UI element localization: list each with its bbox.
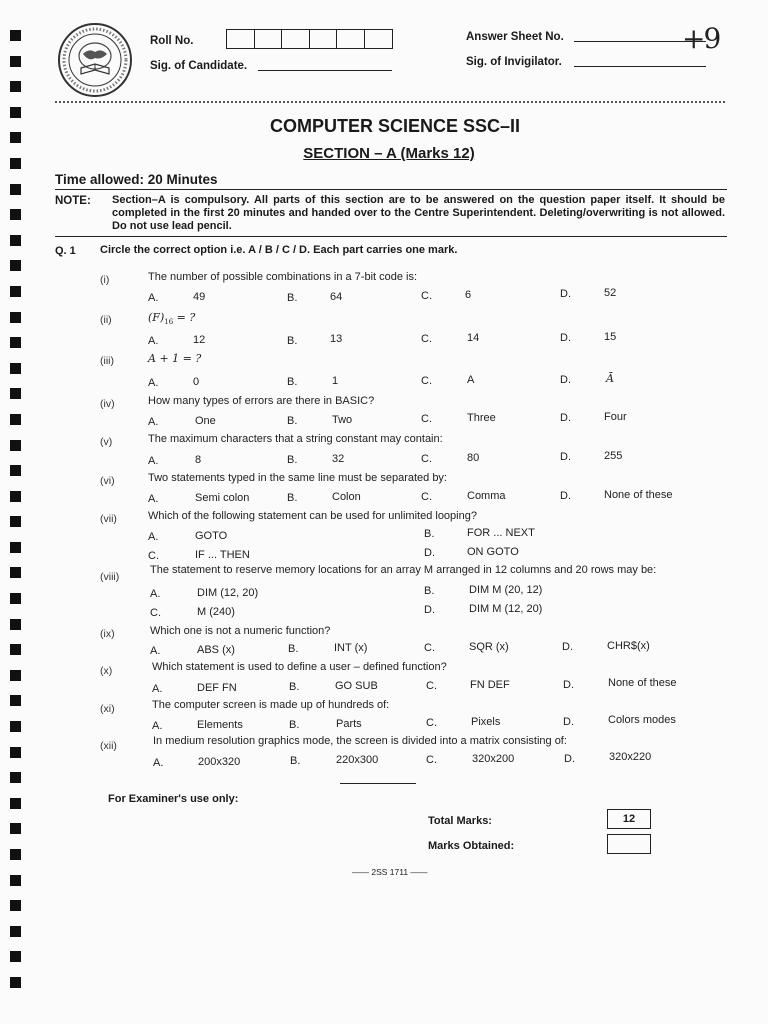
option-c-text[interactable]: IF ... THEN — [195, 549, 250, 561]
option-a-letter: A. — [148, 416, 159, 428]
marks-obtained-box[interactable] — [607, 834, 651, 854]
option-d-letter: D. — [560, 332, 571, 344]
option-d-text[interactable]: DIM M (12, 20) — [469, 603, 543, 615]
question-text: The computer screen is made up of hundreds of: — [152, 699, 390, 711]
question-text: The maximum characters that a string constant may contain: — [148, 433, 443, 445]
option-b-text[interactable]: 13 — [330, 333, 343, 345]
q1-number: Q. 1 — [55, 245, 76, 257]
q1-instruction: Circle the correct option i.e. A / B / C / D. Each part carries one mark. — [100, 244, 458, 256]
option-a-letter: A. — [148, 377, 159, 389]
option-c-text[interactable]: FN DEF — [470, 679, 510, 691]
option-c-letter: C. — [421, 290, 432, 302]
dotted-divider — [55, 101, 725, 103]
option-a-text[interactable]: DIM (12, 20) — [197, 587, 259, 599]
option-c-letter: C. — [426, 717, 437, 729]
option-c-text[interactable]: SQR (x) — [469, 641, 509, 653]
option-a-text[interactable]: 200x320 — [198, 756, 241, 768]
question-text: In medium resolution graphics mode, the screen is divided into a matrix consisting of: — [153, 735, 567, 747]
option-b-letter: B. — [287, 335, 298, 347]
option-d-letter: D. — [560, 412, 571, 424]
option-c-letter: C. — [421, 375, 432, 387]
option-d-text[interactable]: CHR$(x) — [607, 640, 650, 652]
question-number: (vi) — [100, 475, 115, 487]
option-c-text[interactable]: A — [467, 374, 475, 386]
option-a-letter: A. — [152, 683, 163, 695]
sig-invigilator-line[interactable] — [574, 53, 706, 67]
option-a-text[interactable]: 8 — [195, 454, 202, 466]
question-text: The statement to reserve memory locations for an array M arranged in 12 columns and 20 rows may be: — [150, 564, 657, 576]
option-a-letter: A. — [152, 720, 163, 732]
note-text: Section–A is compulsory. All parts of this section are to be answered on the question paper itself. It should be completed in the first 20 minutes and handed over to the Centre Superintendent. Deleting/overwriting is not allowed. Do not use lead pencil. — [112, 194, 725, 232]
option-c-text[interactable]: 320x200 — [472, 753, 515, 765]
option-d-text[interactable]: ON GOTO — [467, 546, 519, 558]
question-text-math: $(F)_{16}$ = ? — [148, 311, 196, 327]
option-c-letter: C. — [148, 550, 159, 562]
total-marks-box: 12 — [607, 809, 651, 829]
option-d-letter: D. — [562, 641, 573, 653]
question-number: (iii) — [100, 355, 114, 367]
option-d-letter: D. — [560, 490, 571, 502]
board-seal-icon — [55, 20, 135, 100]
option-b-letter: B. — [287, 492, 298, 504]
question-text: Which one is not a numeric function? — [150, 625, 331, 637]
option-b-text[interactable]: GO SUB — [335, 680, 378, 692]
total-marks-label: Total Marks: — [428, 815, 492, 827]
option-c-letter: C. — [421, 453, 432, 465]
option-a-letter: A. — [150, 588, 161, 600]
examiner-label: For Examiner's use only: — [108, 793, 239, 805]
option-c-text[interactable]: 14 — [467, 332, 480, 344]
question-number: (x) — [100, 665, 113, 677]
option-c-letter: C. — [426, 680, 437, 692]
option-d-letter: D. — [424, 604, 435, 616]
option-a-text[interactable]: GOTO — [195, 530, 228, 542]
option-d-letter: D. — [563, 679, 574, 691]
option-b-letter: B. — [424, 585, 435, 597]
option-a-text[interactable]: ABS (x) — [197, 644, 235, 656]
footer-code: —— 2SS 1711 —— — [352, 867, 428, 877]
sig-invigilator-label: Sig. of Invigilator. — [466, 56, 562, 68]
option-d-text[interactable]: 52 — [604, 287, 617, 299]
option-a-text[interactable]: 12 — [193, 334, 206, 346]
option-d-text[interactable]: 320x220 — [609, 751, 652, 763]
end-of-questions-line — [340, 783, 416, 784]
section-title: SECTION – A (Marks 12) — [303, 145, 475, 162]
option-c-text[interactable]: 6 — [465, 289, 472, 301]
option-c-letter: C. — [150, 607, 161, 619]
option-a-letter: A. — [148, 531, 159, 543]
option-b-text[interactable]: 64 — [330, 291, 343, 303]
sig-candidate-line[interactable] — [258, 57, 392, 71]
option-b-letter: B. — [287, 415, 298, 427]
question-text: Which statement is used to define a user – defined function? — [152, 661, 447, 673]
option-c-text[interactable]: Pixels — [471, 716, 501, 728]
option-d-text[interactable]: None of these — [604, 489, 673, 501]
option-b-letter: B. — [289, 681, 300, 693]
option-a-letter: A. — [148, 493, 159, 505]
option-a-text[interactable]: Elements — [197, 719, 243, 731]
option-b-letter: B. — [289, 719, 300, 731]
paper-title: COMPUTER SCIENCE SSC–II — [269, 116, 521, 136]
question-text: Two statements typed in the same line must be separated by: — [148, 472, 447, 484]
question-text: How many types of errors are there in BASIC? — [148, 395, 375, 407]
option-b-text[interactable]: 220x300 — [336, 754, 379, 766]
option-c-letter: C. — [426, 754, 437, 766]
option-d-text[interactable]: None of these — [608, 677, 677, 689]
option-d-text[interactable]: Four — [604, 411, 627, 423]
option-b-letter: B. — [287, 292, 298, 304]
option-b-letter: B. — [287, 376, 298, 388]
option-d-text[interactable]: Ā — [606, 372, 614, 385]
question-number: (iv) — [100, 398, 115, 410]
question-number: (xi) — [100, 703, 115, 715]
option-a-letter: A. — [153, 757, 164, 769]
registration-marks — [10, 30, 22, 1003]
option-a-text[interactable]: DEF FN — [197, 682, 237, 694]
option-d-text[interactable]: 255 — [604, 450, 623, 462]
question-number: (v) — [100, 436, 113, 448]
question-number: (ii) — [100, 314, 112, 326]
option-c-letter: C. — [424, 642, 435, 654]
option-b-text[interactable]: Two — [332, 414, 353, 426]
option-c-text[interactable]: 80 — [467, 452, 480, 464]
option-c-text[interactable]: M (240) — [197, 606, 235, 618]
option-c-letter: C. — [421, 413, 432, 425]
option-a-letter: A. — [150, 645, 161, 657]
question-number: (xii) — [100, 740, 117, 752]
option-d-text[interactable]: 15 — [604, 331, 617, 343]
question-text: The number of possible combinations in a 7-bit code is: — [148, 271, 418, 283]
option-d-letter: D. — [560, 288, 571, 300]
roll-no-boxes[interactable] — [226, 29, 393, 49]
sig-candidate-label: Sig. of Candidate. — [150, 60, 248, 72]
question-text-math: A + 1 = ? — [148, 352, 202, 365]
marks-obtained-label: Marks Obtained: — [428, 840, 515, 852]
roll-no-label: Roll No. — [150, 35, 194, 47]
option-b-text[interactable]: FOR ... NEXT — [467, 527, 535, 539]
option-b-letter: B. — [288, 643, 299, 655]
option-a-text[interactable]: One — [195, 415, 216, 427]
option-b-letter: B. — [290, 755, 301, 767]
question-number: (vii) — [100, 513, 117, 525]
option-d-letter: D. — [560, 374, 571, 386]
rule-top — [55, 189, 727, 190]
option-b-text[interactable]: 32 — [332, 453, 345, 465]
option-b-text[interactable]: DIM M (20, 12) — [469, 584, 543, 596]
option-b-letter: B. — [287, 454, 298, 466]
question-number: (i) — [100, 274, 110, 286]
option-b-text[interactable]: 1 — [332, 375, 339, 387]
option-d-letter: D. — [564, 753, 575, 765]
option-a-text[interactable]: 49 — [193, 291, 206, 303]
option-a-letter: A. — [148, 335, 159, 347]
answer-sheet-label: Answer Sheet No. — [466, 31, 564, 43]
option-b-text[interactable]: Colon — [332, 491, 361, 503]
note-label: NOTE: — [55, 195, 91, 207]
option-c-letter: C. — [421, 333, 432, 345]
option-c-text[interactable]: Comma — [467, 490, 506, 502]
option-d-text[interactable]: Colors modes — [608, 714, 676, 726]
handwritten-sheet-number: +9 — [682, 22, 720, 55]
question-number: (viii) — [100, 571, 120, 583]
option-b-letter: B. — [424, 528, 435, 540]
option-a-text[interactable]: 0 — [193, 376, 200, 388]
option-c-letter: C. — [421, 491, 432, 503]
option-c-text[interactable]: Three — [467, 412, 496, 424]
question-text: Which of the following statement can be used for unlimited looping? — [148, 510, 477, 522]
option-a-letter: A. — [148, 292, 159, 304]
option-b-text[interactable]: INT (x) — [334, 642, 368, 654]
option-a-text[interactable]: Semi colon — [195, 492, 250, 504]
question-number: (ix) — [100, 628, 115, 640]
option-a-letter: A. — [148, 455, 159, 467]
time-allowed: Time allowed: 20 Minutes — [55, 172, 218, 187]
option-b-text[interactable]: Parts — [336, 718, 362, 730]
option-d-letter: D. — [424, 547, 435, 559]
option-d-letter: D. — [560, 451, 571, 463]
option-d-letter: D. — [563, 716, 574, 728]
rule-bottom — [55, 236, 727, 237]
